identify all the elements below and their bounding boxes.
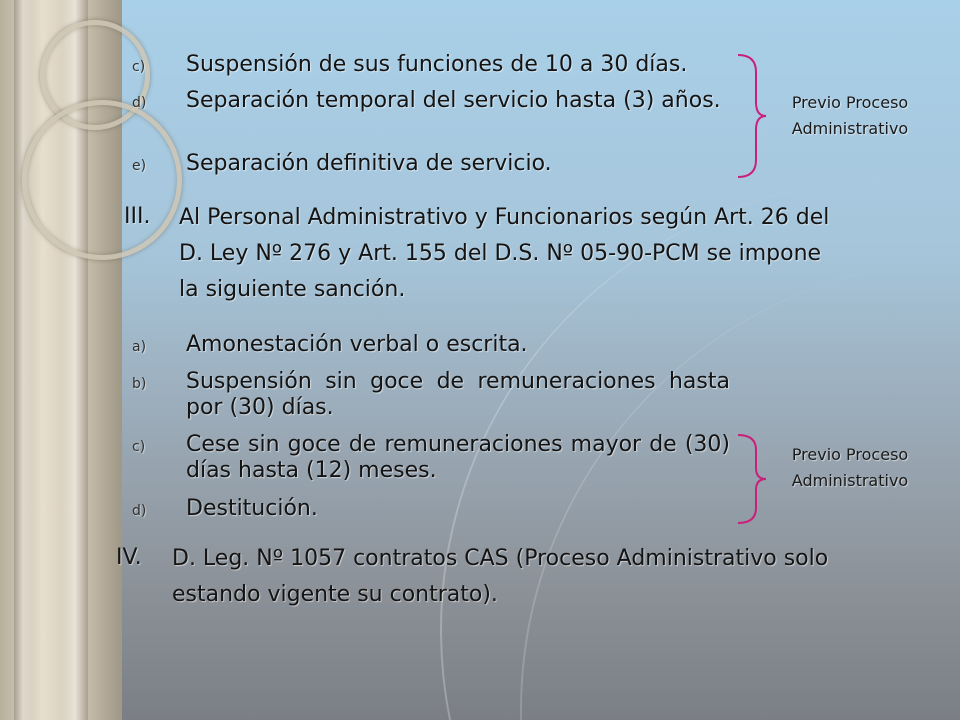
list-marker: c) [132, 59, 146, 75]
decorative-ring [22, 100, 182, 260]
note-line: Administrativo [791, 119, 909, 138]
section-iii-line2: D. Ley Nº 276 y Art. 155 del D.S. Nº 05-90-PCM se impone [179, 241, 822, 266]
list-marker: d) [132, 503, 147, 519]
section-iv-line2: estando vigente su contrato). [172, 582, 498, 607]
previo-proceso-note [762, 90, 938, 142]
note-line: Previo Proceso [791, 445, 909, 464]
list-item-d: Separación temporal del servicio hasta (3) años. [186, 88, 721, 113]
section-iii-line3: la siguiente sanción. [179, 277, 406, 302]
previo-proceso-note [762, 442, 938, 494]
note-line: Previo Proceso [791, 93, 909, 112]
section-iii-line1: Al Personal Administrativo y Funcionarios según Art. 26 del [179, 205, 830, 230]
note-line: Administrativo [791, 471, 909, 490]
list-item-c: Suspensión de sus funciones de 10 a 30 días. [186, 52, 688, 77]
section-iv-line1: D. Leg. Nº 1057 contratos CAS (Proceso Administrativo solo [172, 546, 829, 571]
roman-numeral: IV. [116, 545, 142, 570]
list-marker: c) [132, 439, 146, 455]
list-marker: a) [132, 339, 147, 355]
list-marker: d) [132, 95, 147, 111]
list-item-b: Suspensión sin goce de remuneraciones hasta por (30) días. [186, 369, 730, 420]
list-item-a: Amonestación verbal o escrita. [186, 332, 528, 357]
list-item-c: Cese sin goce de remuneraciones mayor de (30) días hasta (12) meses. [186, 432, 730, 483]
list-marker: b) [132, 376, 147, 392]
parchment-fold [14, 0, 32, 720]
list-item-d: Destitución. [186, 496, 318, 521]
list-marker: e) [132, 158, 147, 174]
roman-numeral: III. [124, 204, 151, 229]
list-item-e: Separación definitiva de servicio. [186, 151, 552, 176]
